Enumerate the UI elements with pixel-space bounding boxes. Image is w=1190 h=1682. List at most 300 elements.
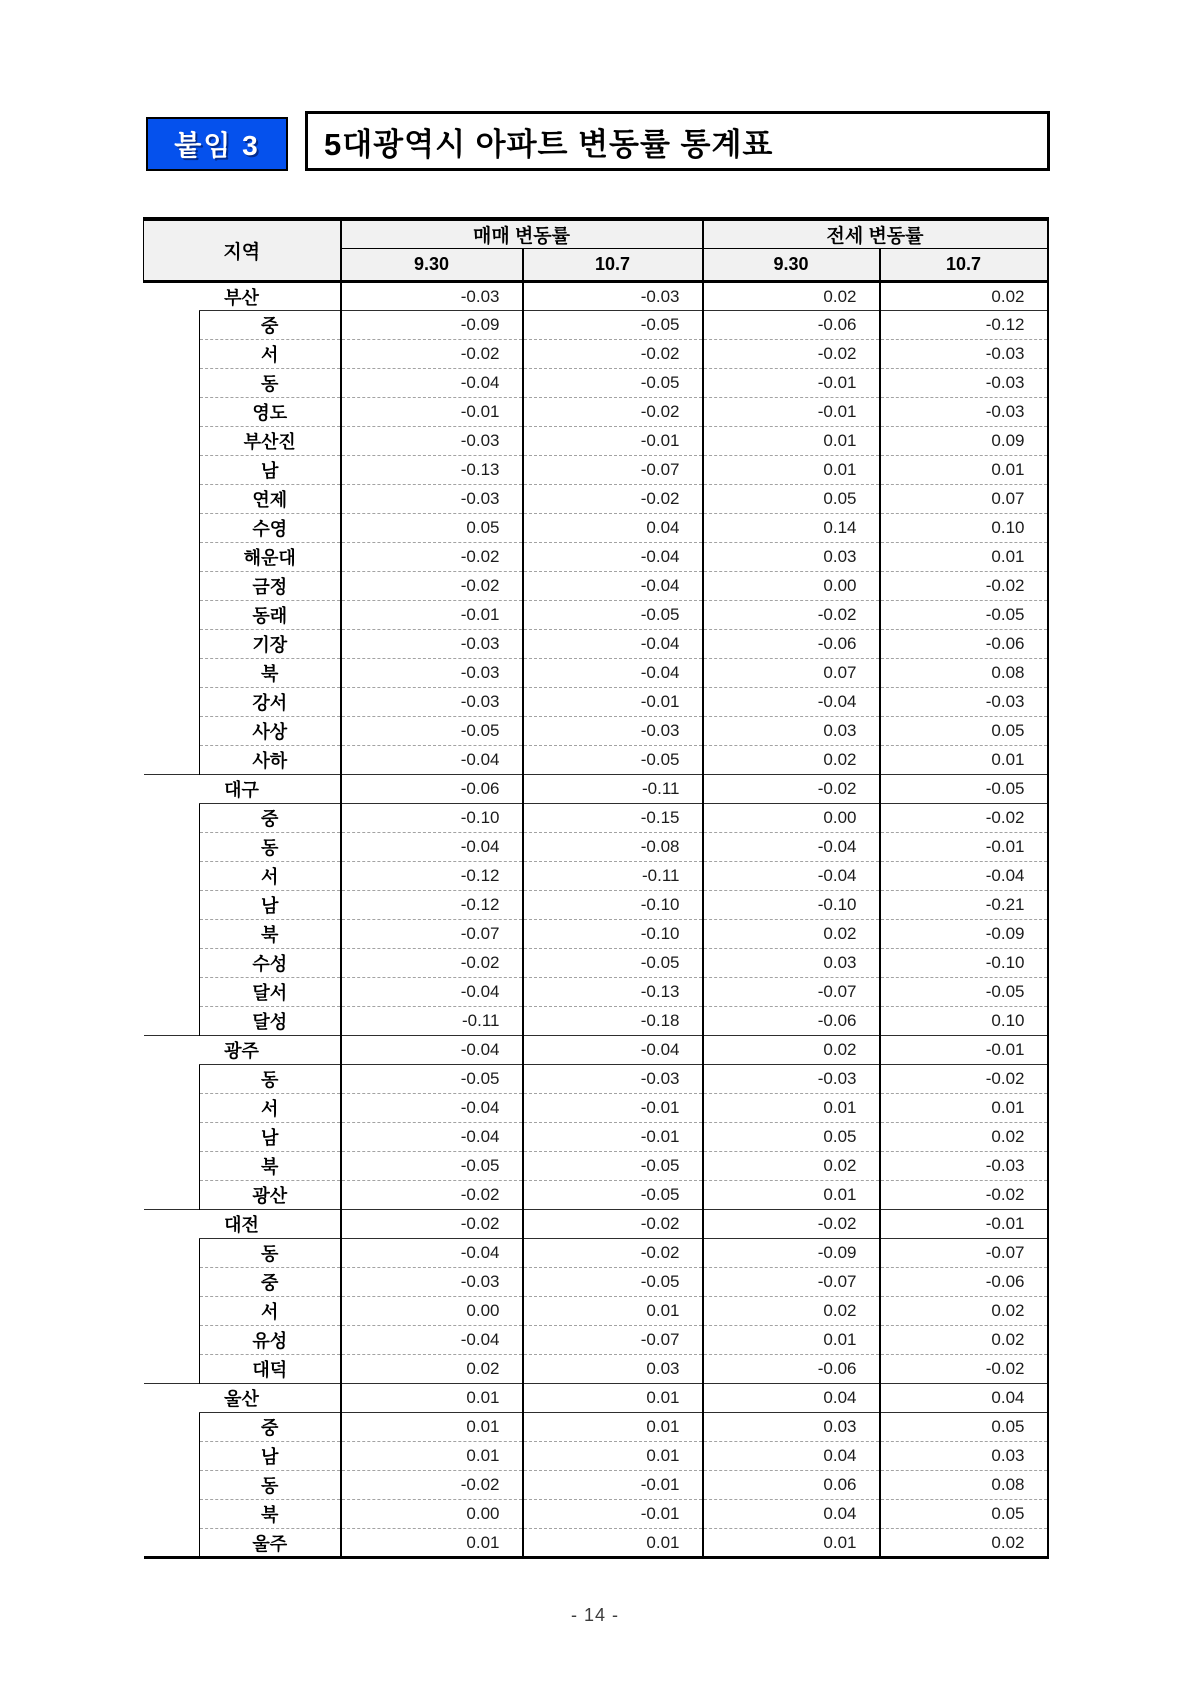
value-cell: 0.00	[341, 1500, 523, 1529]
value-cell: -0.06	[341, 775, 523, 804]
value-cell: -0.04	[341, 746, 523, 775]
value-cell: -0.07	[523, 1326, 703, 1355]
indent-cell	[144, 1123, 200, 1152]
district-row	[144, 717, 1048, 746]
value-cell: -0.03	[523, 282, 703, 311]
value-cell: 0.01	[523, 1442, 703, 1471]
value-cell: -0.10	[341, 804, 523, 833]
value-cell: -0.03	[341, 427, 523, 456]
district-name-cell: 수영	[200, 514, 341, 543]
value-cell: 0.03	[703, 543, 880, 572]
value-cell: 0.03	[523, 1355, 703, 1384]
value-cell: -0.08	[523, 833, 703, 862]
value-cell: 0.00	[703, 804, 880, 833]
value-cell: 0.02	[341, 1355, 523, 1384]
district-row	[144, 456, 1048, 485]
value-cell: -0.11	[523, 862, 703, 891]
district-name-cell: 부산진	[200, 427, 341, 456]
district-row	[144, 949, 1048, 978]
value-cell: 0.03	[703, 949, 880, 978]
value-cell: -0.12	[341, 891, 523, 920]
value-cell: 0.01	[703, 456, 880, 485]
value-cell: -0.04	[523, 543, 703, 572]
indent-cell	[144, 920, 200, 949]
value-cell: -0.02	[341, 1210, 523, 1239]
value-cell: 0.02	[880, 1529, 1048, 1558]
value-cell: 0.05	[880, 1413, 1048, 1442]
value-cell: -0.18	[523, 1007, 703, 1036]
value-cell: 0.02	[880, 1123, 1048, 1152]
page-title: 5대광역시 아파트 변동률 통계표	[324, 126, 774, 162]
indent-cell	[144, 1152, 200, 1181]
district-row	[144, 1181, 1048, 1210]
value-cell: -0.01	[703, 369, 880, 398]
value-cell: 0.00	[341, 1297, 523, 1326]
district-row	[144, 1152, 1048, 1181]
value-cell: -0.12	[341, 862, 523, 891]
value-cell: -0.03	[880, 340, 1048, 369]
district-row	[144, 543, 1048, 572]
district-name-cell: 남	[200, 456, 341, 485]
value-cell: -0.06	[703, 311, 880, 340]
district-row	[144, 572, 1048, 601]
district-row	[144, 1529, 1048, 1558]
value-cell: -0.02	[341, 949, 523, 978]
value-cell: -0.04	[523, 630, 703, 659]
district-row	[144, 601, 1048, 630]
value-cell: 0.02	[703, 746, 880, 775]
district-row	[144, 833, 1048, 862]
value-cell: -0.03	[523, 1065, 703, 1094]
district-name-cell: 강서	[200, 688, 341, 717]
value-cell: -0.02	[341, 543, 523, 572]
value-cell: -0.05	[523, 311, 703, 340]
district-name-cell: 중	[200, 1268, 341, 1297]
metro-name-cell: 대구	[144, 775, 341, 804]
metro-name-cell: 부산	[144, 282, 341, 311]
indent-cell	[144, 398, 200, 427]
value-cell: -0.02	[880, 1355, 1048, 1384]
indent-cell	[144, 456, 200, 485]
district-name-cell: 수성	[200, 949, 341, 978]
value-cell: 0.04	[703, 1442, 880, 1471]
value-cell: -0.09	[880, 920, 1048, 949]
value-cell: -0.05	[523, 949, 703, 978]
jeonse-change-group-header: 전세 변동률	[703, 219, 1048, 249]
value-cell: 0.01	[880, 1094, 1048, 1123]
value-cell: 0.07	[703, 659, 880, 688]
value-cell: -0.04	[341, 1326, 523, 1355]
district-name-cell: 사하	[200, 746, 341, 775]
value-cell: 0.01	[341, 1529, 523, 1558]
value-cell: 0.14	[703, 514, 880, 543]
indent-cell	[144, 659, 200, 688]
metro-row	[144, 775, 1048, 804]
value-cell: 0.01	[880, 746, 1048, 775]
value-cell: -0.03	[880, 398, 1048, 427]
district-row	[144, 1297, 1048, 1326]
value-cell: -0.02	[880, 1065, 1048, 1094]
district-name-cell: 서	[200, 1094, 341, 1123]
district-row	[144, 1326, 1048, 1355]
value-cell: 0.04	[703, 1500, 880, 1529]
district-row	[144, 1123, 1048, 1152]
value-cell: 0.07	[880, 485, 1048, 514]
value-cell: -0.04	[523, 659, 703, 688]
value-cell: -0.02	[880, 1181, 1048, 1210]
value-cell: -0.06	[703, 1007, 880, 1036]
value-cell: -0.02	[523, 398, 703, 427]
value-cell: -0.04	[341, 1094, 523, 1123]
value-cell: 0.05	[341, 514, 523, 543]
value-cell: 0.10	[880, 514, 1048, 543]
district-name-cell: 동	[200, 833, 341, 862]
metro-row	[144, 1384, 1048, 1413]
metro-row	[144, 1210, 1048, 1239]
value-cell: -0.10	[523, 920, 703, 949]
district-row	[144, 1268, 1048, 1297]
indent-cell	[144, 1297, 200, 1326]
value-cell: -0.07	[703, 978, 880, 1007]
value-cell: 0.03	[880, 1442, 1048, 1471]
district-row	[144, 1065, 1048, 1094]
value-cell: -0.06	[703, 1355, 880, 1384]
value-cell: 0.04	[703, 1384, 880, 1413]
district-row	[144, 804, 1048, 833]
value-cell: -0.09	[703, 1239, 880, 1268]
value-cell: -0.04	[341, 978, 523, 1007]
value-cell: -0.02	[703, 775, 880, 804]
value-cell: 0.01	[880, 543, 1048, 572]
indent-cell	[144, 1268, 200, 1297]
district-name-cell: 중	[200, 1413, 341, 1442]
value-cell: 0.08	[880, 659, 1048, 688]
sale-change-group-header: 매매 변동률	[341, 219, 703, 249]
district-name-cell: 영도	[200, 398, 341, 427]
indent-cell	[144, 572, 200, 601]
district-row	[144, 688, 1048, 717]
value-cell: 0.02	[880, 282, 1048, 311]
district-name-cell: 해운대	[200, 543, 341, 572]
value-cell: 0.01	[341, 1413, 523, 1442]
value-cell: 0.01	[523, 1384, 703, 1413]
value-cell: -0.01	[523, 1094, 703, 1123]
value-cell: -0.01	[703, 398, 880, 427]
value-cell: -0.03	[341, 688, 523, 717]
district-name-cell: 중	[200, 804, 341, 833]
value-cell: -0.04	[341, 1239, 523, 1268]
indent-cell	[144, 1471, 200, 1500]
value-cell: 0.02	[703, 1297, 880, 1326]
district-name-cell: 울주	[200, 1529, 341, 1558]
value-cell: -0.04	[703, 862, 880, 891]
district-name-cell: 기장	[200, 630, 341, 659]
indent-cell	[144, 862, 200, 891]
district-row	[144, 1239, 1048, 1268]
district-row	[144, 1442, 1048, 1471]
value-cell: -0.10	[523, 891, 703, 920]
value-cell: 0.01	[703, 1094, 880, 1123]
jeonse-date-header-930: 9.30	[703, 249, 880, 282]
value-cell: -0.04	[523, 1036, 703, 1065]
value-cell: 0.01	[703, 1529, 880, 1558]
value-cell: 0.08	[880, 1471, 1048, 1500]
jeonse-date-header-107: 10.7	[880, 249, 1048, 282]
value-cell: -0.12	[880, 311, 1048, 340]
indent-cell	[144, 340, 200, 369]
value-cell: 0.01	[341, 1384, 523, 1413]
value-cell: -0.07	[341, 920, 523, 949]
value-cell: -0.04	[703, 833, 880, 862]
value-cell: -0.05	[523, 601, 703, 630]
district-name-cell: 서	[200, 340, 341, 369]
indent-cell	[144, 1529, 200, 1558]
district-name-cell: 광산	[200, 1181, 341, 1210]
value-cell: 0.10	[880, 1007, 1048, 1036]
value-cell: -0.05	[341, 1152, 523, 1181]
value-cell: 0.01	[703, 1181, 880, 1210]
value-cell: -0.06	[880, 630, 1048, 659]
district-name-cell: 사상	[200, 717, 341, 746]
district-name-cell: 북	[200, 1152, 341, 1181]
value-cell: -0.02	[523, 1239, 703, 1268]
value-cell: 0.09	[880, 427, 1048, 456]
district-row	[144, 891, 1048, 920]
value-cell: -0.02	[341, 340, 523, 369]
district-name-cell: 서	[200, 1297, 341, 1326]
value-cell: 0.01	[523, 1297, 703, 1326]
district-row	[144, 630, 1048, 659]
district-row	[144, 1094, 1048, 1123]
district-name-cell: 동	[200, 1471, 341, 1500]
value-cell: -0.02	[523, 340, 703, 369]
value-cell: 0.03	[703, 1413, 880, 1442]
title-box	[305, 111, 1050, 171]
value-cell: 0.01	[880, 456, 1048, 485]
district-row	[144, 398, 1048, 427]
district-name-cell: 금정	[200, 572, 341, 601]
value-cell: 0.02	[703, 282, 880, 311]
value-cell: -0.07	[703, 1268, 880, 1297]
table-header	[144, 219, 1048, 282]
value-cell: -0.05	[523, 1181, 703, 1210]
value-cell: -0.02	[703, 340, 880, 369]
district-name-cell: 동	[200, 1065, 341, 1094]
value-cell: -0.04	[523, 572, 703, 601]
district-row	[144, 427, 1048, 456]
value-cell: -0.04	[341, 1036, 523, 1065]
value-cell: -0.01	[523, 688, 703, 717]
indent-cell	[144, 1007, 200, 1036]
value-cell: -0.02	[523, 485, 703, 514]
value-cell: -0.04	[341, 1123, 523, 1152]
indent-cell	[144, 1500, 200, 1529]
district-row	[144, 514, 1048, 543]
indent-cell	[144, 427, 200, 456]
district-name-cell: 남	[200, 891, 341, 920]
value-cell: -0.01	[341, 398, 523, 427]
indent-cell	[144, 369, 200, 398]
value-cell: -0.09	[341, 311, 523, 340]
value-cell: -0.01	[523, 1500, 703, 1529]
indent-cell	[144, 1326, 200, 1355]
value-cell: -0.04	[880, 862, 1048, 891]
district-row	[144, 1500, 1048, 1529]
value-cell: 0.05	[880, 1500, 1048, 1529]
value-cell: 0.06	[703, 1471, 880, 1500]
value-cell: -0.01	[341, 601, 523, 630]
value-cell: -0.01	[523, 427, 703, 456]
indent-cell	[144, 485, 200, 514]
district-name-cell: 북	[200, 1500, 341, 1529]
indent-cell	[144, 688, 200, 717]
value-cell: 0.02	[703, 920, 880, 949]
value-cell: 0.01	[703, 1326, 880, 1355]
region-column-header: 지역	[144, 219, 341, 282]
value-cell: 0.01	[523, 1529, 703, 1558]
value-cell: -0.04	[341, 369, 523, 398]
indent-cell	[144, 630, 200, 659]
value-cell: -0.02	[341, 1181, 523, 1210]
indent-cell	[144, 1094, 200, 1123]
indent-cell	[144, 1239, 200, 1268]
value-cell: -0.13	[341, 456, 523, 485]
district-name-cell: 달성	[200, 1007, 341, 1036]
district-name-cell: 북	[200, 659, 341, 688]
value-cell: -0.06	[703, 630, 880, 659]
indent-cell	[144, 978, 200, 1007]
value-cell: -0.01	[880, 833, 1048, 862]
district-row	[144, 1355, 1048, 1384]
value-cell: -0.07	[523, 456, 703, 485]
district-name-cell: 연제	[200, 485, 341, 514]
value-cell: -0.02	[523, 1210, 703, 1239]
district-row	[144, 920, 1048, 949]
district-name-cell: 중	[200, 311, 341, 340]
table-body	[144, 282, 1048, 1558]
indent-cell	[144, 804, 200, 833]
value-cell: -0.01	[523, 1471, 703, 1500]
sale-date-header-930: 9.30	[341, 249, 523, 282]
value-cell: -0.03	[880, 688, 1048, 717]
indent-cell	[144, 1065, 200, 1094]
value-cell: -0.02	[880, 804, 1048, 833]
page-number: - 14 -	[570, 1605, 619, 1625]
indent-cell	[144, 543, 200, 572]
value-cell: 0.02	[880, 1326, 1048, 1355]
district-name-cell: 동	[200, 1239, 341, 1268]
district-row	[144, 311, 1048, 340]
value-cell: 0.01	[703, 427, 880, 456]
value-cell: -0.02	[341, 572, 523, 601]
value-cell: -0.02	[341, 1471, 523, 1500]
value-cell: -0.03	[341, 485, 523, 514]
indent-cell	[144, 891, 200, 920]
value-cell: -0.03	[880, 369, 1048, 398]
indent-cell	[144, 949, 200, 978]
district-row	[144, 978, 1048, 1007]
district-row	[144, 369, 1048, 398]
value-cell: -0.03	[880, 1152, 1048, 1181]
metro-name-cell: 광주	[144, 1036, 341, 1065]
value-cell: -0.21	[880, 891, 1048, 920]
value-cell: -0.07	[880, 1239, 1048, 1268]
district-row	[144, 485, 1048, 514]
district-name-cell: 남	[200, 1442, 341, 1471]
district-name-cell: 서	[200, 862, 341, 891]
indent-cell	[144, 311, 200, 340]
indent-cell	[144, 1355, 200, 1384]
indent-cell	[144, 833, 200, 862]
district-row	[144, 746, 1048, 775]
value-cell: -0.11	[341, 1007, 523, 1036]
value-cell: 0.05	[703, 1123, 880, 1152]
indent-cell	[144, 746, 200, 775]
district-row	[144, 1413, 1048, 1442]
value-cell: -0.03	[341, 659, 523, 688]
value-cell: -0.01	[880, 1210, 1048, 1239]
metro-name-cell: 울산	[144, 1384, 341, 1413]
value-cell: -0.15	[523, 804, 703, 833]
value-cell: -0.05	[880, 601, 1048, 630]
attachment-badge	[146, 117, 288, 171]
value-cell: -0.03	[341, 630, 523, 659]
district-name-cell: 달서	[200, 978, 341, 1007]
district-row	[144, 659, 1048, 688]
attachment-badge-label: 붙임 3	[174, 130, 260, 161]
value-cell: -0.01	[523, 1123, 703, 1152]
indent-cell	[144, 1413, 200, 1442]
sale-date-header-107: 10.7	[523, 249, 703, 282]
value-cell: -0.05	[523, 369, 703, 398]
value-cell: 0.02	[880, 1297, 1048, 1326]
value-cell: 0.05	[703, 485, 880, 514]
value-cell: 0.03	[703, 717, 880, 746]
indent-cell	[144, 601, 200, 630]
value-cell: 0.05	[880, 717, 1048, 746]
district-name-cell: 동	[200, 369, 341, 398]
metro-row	[144, 282, 1048, 311]
value-cell: -0.03	[703, 1065, 880, 1094]
value-cell: -0.05	[523, 1152, 703, 1181]
value-cell: -0.03	[523, 717, 703, 746]
value-cell: -0.04	[703, 688, 880, 717]
value-cell: 0.01	[523, 1413, 703, 1442]
value-cell: -0.02	[703, 601, 880, 630]
metro-name-cell: 대전	[144, 1210, 341, 1239]
indent-cell	[144, 1181, 200, 1210]
value-cell: -0.03	[341, 1268, 523, 1297]
value-cell: -0.13	[523, 978, 703, 1007]
value-cell: -0.10	[880, 949, 1048, 978]
district-row	[144, 1471, 1048, 1500]
district-name-cell: 북	[200, 920, 341, 949]
value-cell: 0.01	[341, 1442, 523, 1471]
value-cell: -0.05	[341, 1065, 523, 1094]
value-cell: -0.05	[523, 1268, 703, 1297]
value-cell: -0.05	[341, 717, 523, 746]
value-cell: -0.02	[880, 572, 1048, 601]
value-cell: 0.04	[523, 514, 703, 543]
value-cell: 0.02	[703, 1036, 880, 1065]
value-cell: -0.02	[703, 1210, 880, 1239]
value-cell: -0.06	[880, 1268, 1048, 1297]
value-cell: 0.00	[703, 572, 880, 601]
value-cell: -0.05	[880, 775, 1048, 804]
apartment-change-rate-table	[143, 217, 1049, 1559]
district-name-cell: 동래	[200, 601, 341, 630]
value-cell: -0.11	[523, 775, 703, 804]
